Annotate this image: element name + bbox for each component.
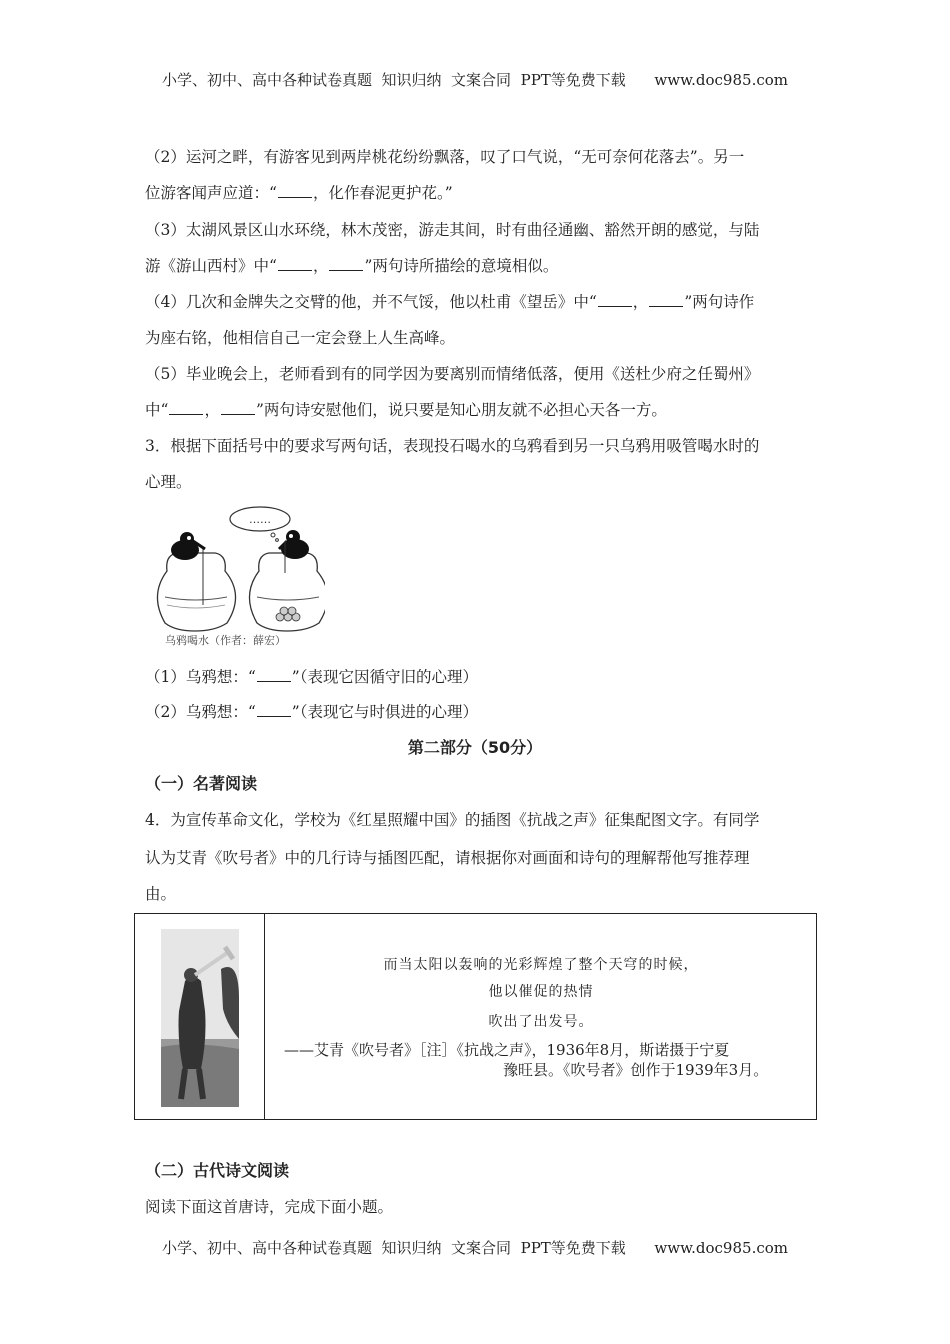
answer-blank[interactable]	[169, 400, 203, 415]
q3-line2: 心理。	[145, 473, 192, 491]
answer-blank[interactable]	[257, 667, 291, 682]
poem-illustration-table	[134, 913, 817, 1120]
answer-blank[interactable]	[598, 292, 632, 307]
bugler-photo	[135, 914, 265, 1119]
q2-item2-line2	[145, 183, 453, 203]
q3-sub2-text-b: ”（表现它与时俱进的心理）	[291, 703, 478, 721]
poem-text-cell	[266, 914, 816, 1119]
q4-line2: 认为艾青《吹号者》中的几行诗与插图匹配，请根据你对画面和诗句的理解帮他写推荐理	[145, 849, 750, 867]
q2-item3-sep: ，	[312, 257, 329, 275]
poem-note-line1: ——艾青《吹号者》［注］《抗战之声》，1936年8月，斯诺摄于宁夏	[284, 1041, 730, 1059]
bugler-photo-icon	[161, 929, 239, 1107]
q2-item3-text-a: 游《游山西村》中“	[145, 257, 277, 275]
q2-item4-text-b: ”两句诗作	[684, 293, 755, 311]
q2-item3-line1: （3）太湖风景区山水环绕，林木茂密，游走其间，时有曲径通幽、豁然开朗的感觉，与陆	[145, 221, 760, 239]
q3-line1: 3．根据下面括号中的要求写两句话，表现投石喝水的乌鸦看到另一只乌鸦用吸管喝水时的	[145, 437, 760, 455]
q2-item5-sep: ，	[204, 401, 220, 419]
answer-blank[interactable]	[329, 256, 363, 271]
poem-note-line2: 豫旺县。《吹号者》创作于1939年3月。	[503, 1061, 769, 1079]
section-ancient-intro: 阅读下面这首唐诗，完成下面小题。	[145, 1198, 394, 1216]
q2-item3-line2	[145, 256, 558, 276]
q2-item2-text-a: 位游客闻声应道：“	[145, 184, 277, 202]
page-footer: 小学、初中、高中各种试卷真题 知识归纳 文案合同 PPT等免费下载 www.doc985.com	[161, 1239, 788, 1257]
poem-line2: 他以催促的热情	[488, 984, 594, 1000]
crow-drinking-illustration	[155, 505, 325, 650]
section-famous-works: （一）名著阅读	[145, 774, 258, 793]
answer-blank[interactable]	[278, 256, 312, 271]
q2-item5-text-a: 中“	[145, 401, 169, 419]
q2-item5-line1: （5）毕业晚会上，老师看到有的同学因为要离别而情绪低落，便用《送杜少府之任蜀州》	[145, 365, 760, 383]
q3-sub1-text-a: （1）乌鸦想：“	[145, 668, 256, 686]
answer-blank[interactable]	[649, 292, 683, 307]
poem-line3: 吹出了出发号。	[488, 1014, 594, 1030]
q2-item4-line2: 为座右铭，他相信自己一定会登上人生高峰。	[145, 329, 456, 347]
answer-blank[interactable]	[257, 702, 291, 717]
q2-item2-text-b: ，化作春泥更护花。”	[312, 184, 453, 202]
q2-item3-text-b: ”两句诗所描绘的意境相似。	[364, 257, 559, 275]
q2-item4-sep: ，	[632, 293, 649, 311]
crow-drawing-icon	[155, 505, 325, 650]
poem-line1: 而当太阳以轰响的光彩辉煌了整个天穹的时候，	[383, 957, 699, 973]
q2-item2-line1: （2）运河之畔，有游客见到两岸桃花纷纷飘落，叹了口气说，“无可奈何花落去”。另一	[145, 148, 745, 166]
speech-bubble-text: ……	[249, 513, 271, 526]
q2-item5-text-b: ”两句诗安慰他们，说只要是知心朋友就不必担心天各一方。	[255, 401, 667, 419]
answer-blank[interactable]	[278, 183, 312, 198]
q3-sub2-text-a: （2）乌鸦想：“	[145, 703, 256, 721]
figure-caption: 乌鸦喝水（作者：薛宏）	[165, 634, 286, 647]
q3-sub1	[145, 667, 478, 687]
q2-item5-line2	[145, 400, 667, 420]
q3-sub1-text-b: ”（表现它因循守旧的心理）	[291, 668, 478, 686]
answer-blank[interactable]	[221, 400, 255, 415]
q4-line1: 4．为宣传革命文化，学校为《红星照耀中国》的插图《抗战之声》征集配图文字。有同学	[145, 811, 760, 829]
section-ancient-poetry: （二）古代诗文阅读	[145, 1161, 290, 1180]
q4-line3: 由。	[145, 885, 177, 903]
q3-sub2	[145, 702, 478, 722]
q2-item4-line1	[145, 292, 754, 312]
q2-item4-text-a: （4）几次和金牌失之交臂的他，并不气馁，他以杜甫《望岳》中“	[145, 293, 597, 311]
page-header: 小学、初中、高中各种试卷真题 知识归纳 文案合同 PPT等免费下载 www.doc985.com	[161, 71, 788, 89]
part2-title: 第二部分（50分）	[407, 738, 543, 757]
